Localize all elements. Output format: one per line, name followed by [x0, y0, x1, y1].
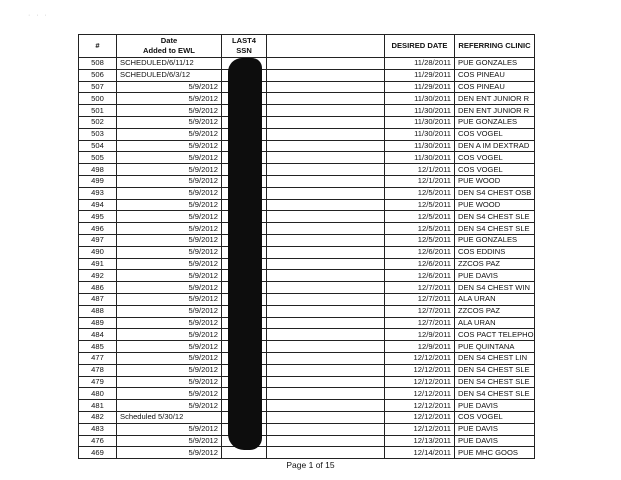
row-blank [267, 128, 385, 140]
row-number: 496 [79, 223, 117, 235]
row-date-added: 5/9/2012 [117, 187, 222, 199]
row-blank [267, 234, 385, 246]
row-date-added: 5/9/2012 [117, 164, 222, 176]
table-row [79, 352, 535, 364]
row-date-added: 5/9/2012 [117, 199, 222, 211]
row-number: 485 [79, 341, 117, 353]
row-number: 494 [79, 199, 117, 211]
table-row [79, 199, 535, 211]
row-blank [267, 81, 385, 93]
row-blank [267, 105, 385, 117]
header-date-line2: Added to EWL [143, 46, 195, 55]
row-blank [267, 411, 385, 423]
header-date-added [117, 35, 222, 58]
table-row [79, 423, 535, 435]
row-desired-date: 12/5/2011 [385, 211, 455, 223]
row-referring-clinic: DEN S4 CHEST WIN [455, 282, 535, 294]
table-row [79, 81, 535, 93]
table-row [79, 246, 535, 258]
row-number: 481 [79, 400, 117, 412]
header-ssn [222, 35, 267, 58]
row-desired-date: 12/12/2011 [385, 352, 455, 364]
row-referring-clinic: PUE WOOD [455, 199, 535, 211]
row-date-added: 5/9/2012 [117, 341, 222, 353]
table-row [79, 270, 535, 282]
header-ssn-line2: SSN [236, 46, 252, 55]
table-row [79, 282, 535, 294]
row-desired-date: 12/6/2011 [385, 258, 455, 270]
row-number: 502 [79, 116, 117, 128]
row-blank [267, 270, 385, 282]
header-referring-clinic: REFERRING CLINIC [455, 35, 535, 58]
row-desired-date: 12/12/2011 [385, 411, 455, 423]
row-blank [267, 69, 385, 81]
row-referring-clinic: ALA URAN [455, 293, 535, 305]
row-desired-date: 12/12/2011 [385, 400, 455, 412]
row-number: 503 [79, 128, 117, 140]
row-referring-clinic: PUE GONZALES [455, 116, 535, 128]
row-referring-clinic: DEN ENT JUNIOR R [455, 93, 535, 105]
row-number: 499 [79, 175, 117, 187]
row-desired-date: 11/29/2011 [385, 69, 455, 81]
table-row [79, 293, 535, 305]
row-date-added: 5/9/2012 [117, 352, 222, 364]
row-date-added: 5/9/2012 [117, 211, 222, 223]
row-number: 493 [79, 187, 117, 199]
row-number: 486 [79, 282, 117, 294]
row-date-added: 5/9/2012 [117, 128, 222, 140]
row-date-added: Scheduled 5/30/12 [117, 411, 222, 423]
ewl-table [78, 34, 535, 459]
row-blank [267, 341, 385, 353]
row-date-added: 5/9/2012 [117, 105, 222, 117]
row-desired-date: 12/7/2011 [385, 282, 455, 294]
row-number: 484 [79, 329, 117, 341]
row-referring-clinic: PUE GONZALES [455, 58, 535, 70]
row-number: 495 [79, 211, 117, 223]
row-number: 501 [79, 105, 117, 117]
header-date-line1: Date [160, 36, 178, 45]
table-row [79, 58, 535, 70]
row-desired-date: 12/7/2011 [385, 305, 455, 317]
table-row [79, 317, 535, 329]
row-number: 491 [79, 258, 117, 270]
row-referring-clinic: PUE DAVIS [455, 435, 535, 447]
row-blank [267, 187, 385, 199]
row-desired-date: 12/5/2011 [385, 199, 455, 211]
table-row [79, 234, 535, 246]
table-row [79, 223, 535, 235]
row-referring-clinic: COS VOGEL [455, 411, 535, 423]
row-desired-date: 12/6/2011 [385, 246, 455, 258]
row-number: 507 [79, 81, 117, 93]
row-referring-clinic: DEN A IM DEXTRAD [455, 140, 535, 152]
row-number: 478 [79, 364, 117, 376]
row-referring-clinic: DEN S4 CHEST LIN [455, 352, 535, 364]
table-row [79, 258, 535, 270]
row-number: 482 [79, 411, 117, 423]
row-date-added: 5/9/2012 [117, 400, 222, 412]
table-row [79, 175, 535, 187]
row-number: 500 [79, 93, 117, 105]
table-row [79, 388, 535, 400]
row-number: 477 [79, 352, 117, 364]
page-number: Page 1 of 15 [286, 460, 335, 470]
row-blank [267, 211, 385, 223]
row-desired-date: 12/1/2011 [385, 164, 455, 176]
row-number: 488 [79, 305, 117, 317]
row-referring-clinic: DEN S4 CHEST OSB [455, 187, 535, 199]
row-referring-clinic: PUE DAVIS [455, 423, 535, 435]
row-number: 508 [79, 58, 117, 70]
row-blank [267, 388, 385, 400]
row-blank [267, 152, 385, 164]
row-desired-date: 12/14/2011 [385, 447, 455, 459]
row-referring-clinic: COS PINEAU [455, 69, 535, 81]
table-row [79, 376, 535, 388]
row-desired-date: 11/30/2011 [385, 152, 455, 164]
row-referring-clinic: DEN S4 CHEST SLE [455, 223, 535, 235]
row-date-added: 5/9/2012 [117, 116, 222, 128]
table-row [79, 69, 535, 81]
row-blank [267, 329, 385, 341]
scan-artifact: · · · [28, 12, 49, 19]
row-number: 492 [79, 270, 117, 282]
row-blank [267, 199, 385, 211]
row-date-added: SCHEDULED/6/11/12 [117, 58, 222, 70]
row-referring-clinic: PUE DAVIS [455, 270, 535, 282]
row-blank [267, 164, 385, 176]
row-blank [267, 282, 385, 294]
row-number: 498 [79, 164, 117, 176]
row-blank [267, 352, 385, 364]
row-date-added: 5/9/2012 [117, 246, 222, 258]
row-desired-date: 12/12/2011 [385, 376, 455, 388]
row-date-added: 5/9/2012 [117, 175, 222, 187]
row-blank [267, 447, 385, 459]
table-body [79, 58, 535, 459]
row-date-added: 5/9/2012 [117, 234, 222, 246]
row-date-added: 5/9/2012 [117, 152, 222, 164]
row-desired-date: 12/9/2011 [385, 329, 455, 341]
row-date-added: 5/9/2012 [117, 293, 222, 305]
row-desired-date: 11/30/2011 [385, 128, 455, 140]
row-blank [267, 293, 385, 305]
row-desired-date: 12/1/2011 [385, 175, 455, 187]
row-blank [267, 376, 385, 388]
row-referring-clinic: ZZCOS PAZ [455, 258, 535, 270]
row-blank [267, 423, 385, 435]
row-number: 505 [79, 152, 117, 164]
row-referring-clinic: COS PACT TELEPHO [455, 329, 535, 341]
row-referring-clinic: PUE WOOD [455, 175, 535, 187]
table-row [79, 164, 535, 176]
table-row [79, 105, 535, 117]
table-row [79, 305, 535, 317]
row-desired-date: 12/7/2011 [385, 317, 455, 329]
row-referring-clinic: DEN S4 CHEST SLE [455, 388, 535, 400]
table-row [79, 140, 535, 152]
table-row [79, 93, 535, 105]
row-blank [267, 246, 385, 258]
row-blank [267, 175, 385, 187]
row-referring-clinic: PUE GONZALES [455, 234, 535, 246]
table-row [79, 435, 535, 447]
table-row [79, 329, 535, 341]
row-number: 483 [79, 423, 117, 435]
row-blank [267, 305, 385, 317]
row-referring-clinic: DEN ENT JUNIOR R [455, 105, 535, 117]
row-date-added: 5/9/2012 [117, 388, 222, 400]
row-referring-clinic: ALA URAN [455, 317, 535, 329]
row-desired-date: 11/30/2011 [385, 105, 455, 117]
row-date-added: SCHEDULED/6/3/12 [117, 69, 222, 81]
row-desired-date: 12/7/2011 [385, 293, 455, 305]
row-date-added: 5/9/2012 [117, 423, 222, 435]
row-desired-date: 12/5/2011 [385, 187, 455, 199]
row-referring-clinic: COS VOGEL [455, 152, 535, 164]
row-number: 490 [79, 246, 117, 258]
row-desired-date: 12/13/2011 [385, 435, 455, 447]
row-number: 489 [79, 317, 117, 329]
ssn-redaction-mark [228, 58, 262, 450]
table-row [79, 116, 535, 128]
table-row [79, 411, 535, 423]
row-date-added: 5/9/2012 [117, 364, 222, 376]
table-row [79, 152, 535, 164]
table-row [79, 187, 535, 199]
row-blank [267, 140, 385, 152]
row-referring-clinic: DEN S4 CHEST SLE [455, 364, 535, 376]
table-row [79, 341, 535, 353]
row-number: 480 [79, 388, 117, 400]
row-blank [267, 223, 385, 235]
header-ssn-line1: LAST4 [231, 36, 257, 45]
row-referring-clinic: PUE QUINTANA [455, 341, 535, 353]
row-date-added: 5/9/2012 [117, 270, 222, 282]
table-row [79, 128, 535, 140]
table-row [79, 364, 535, 376]
row-blank [267, 364, 385, 376]
row-number: 506 [79, 69, 117, 81]
row-number: 469 [79, 447, 117, 459]
row-referring-clinic: DEN S4 CHEST SLE [455, 211, 535, 223]
row-desired-date: 12/12/2011 [385, 388, 455, 400]
row-number: 479 [79, 376, 117, 388]
row-blank [267, 258, 385, 270]
row-desired-date: 12/9/2011 [385, 341, 455, 353]
row-blank [267, 93, 385, 105]
row-date-added: 5/9/2012 [117, 305, 222, 317]
row-referring-clinic: COS EDDINS [455, 246, 535, 258]
row-blank [267, 317, 385, 329]
row-referring-clinic: COS VOGEL [455, 128, 535, 140]
row-desired-date: 11/29/2011 [385, 81, 455, 93]
row-blank [267, 116, 385, 128]
row-referring-clinic: PUE MHC GOOS [455, 447, 535, 459]
row-blank [267, 58, 385, 70]
row-blank [267, 435, 385, 447]
row-desired-date: 11/30/2011 [385, 93, 455, 105]
row-desired-date: 11/30/2011 [385, 116, 455, 128]
table-row [79, 211, 535, 223]
row-desired-date: 11/28/2011 [385, 58, 455, 70]
row-referring-clinic: COS PINEAU [455, 81, 535, 93]
row-referring-clinic: COS VOGEL [455, 164, 535, 176]
row-referring-clinic: ZZCOS PAZ [455, 305, 535, 317]
row-number: 487 [79, 293, 117, 305]
row-date-added: 5/9/2012 [117, 329, 222, 341]
row-desired-date: 12/5/2011 [385, 234, 455, 246]
row-blank [267, 400, 385, 412]
table-row [79, 447, 535, 459]
table-row [79, 400, 535, 412]
row-desired-date: 12/5/2011 [385, 223, 455, 235]
header-blank [267, 35, 385, 58]
header-num: # [79, 35, 117, 58]
row-referring-clinic: PUE DAVIS [455, 400, 535, 412]
header-desired-date: DESIRED DATE [385, 35, 455, 58]
row-number: 476 [79, 435, 117, 447]
header-row [79, 35, 535, 58]
row-date-added: 5/9/2012 [117, 376, 222, 388]
row-date-added: 5/9/2012 [117, 258, 222, 270]
row-date-added: 5/9/2012 [117, 140, 222, 152]
row-date-added: 5/9/2012 [117, 81, 222, 93]
row-date-added: 5/9/2012 [117, 223, 222, 235]
row-date-added: 5/9/2012 [117, 93, 222, 105]
row-desired-date: 12/12/2011 [385, 423, 455, 435]
row-desired-date: 12/12/2011 [385, 364, 455, 376]
row-date-added: 5/9/2012 [117, 282, 222, 294]
row-date-added: 5/9/2012 [117, 435, 222, 447]
row-number: 504 [79, 140, 117, 152]
row-date-added: 5/9/2012 [117, 447, 222, 459]
row-desired-date: 11/30/2011 [385, 140, 455, 152]
row-number: 497 [79, 234, 117, 246]
row-desired-date: 12/6/2011 [385, 270, 455, 282]
row-date-added: 5/9/2012 [117, 317, 222, 329]
row-referring-clinic: DEN S4 CHEST SLE [455, 376, 535, 388]
